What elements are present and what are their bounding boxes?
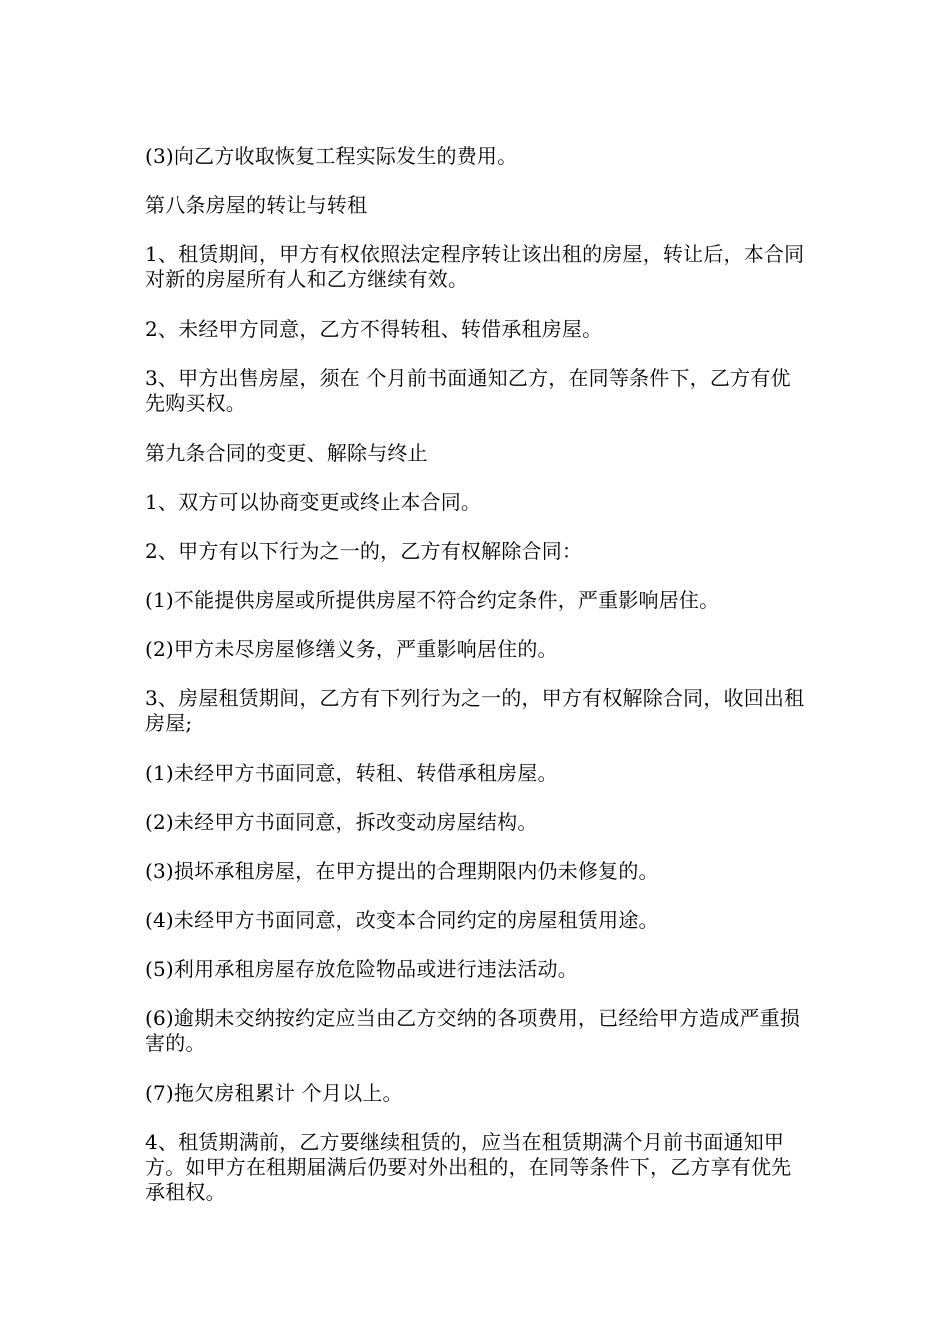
paragraph-clause-7-3: (3)向乙方收取恢复工程实际发生的费用。 xyxy=(145,144,518,168)
paragraph-clause-8-1: 1、租赁期间，甲方有权依照法定程序转让该出租的房屋，转让后，本合同对新的房屋所有人和乙方继续有效。 xyxy=(145,242,805,291)
paragraph-clause-8-2: 2、未经甲方同意，乙方不得转租、转借承租房屋。 xyxy=(145,317,603,341)
paragraph-clause-9-4: 4、租赁期满前，乙方要继续租赁的，应当在租赁期满个月前书面通知甲方。如甲方在租期届满后仍要对外出租的，在同等条件下，乙方享有优先承租权。 xyxy=(145,1130,792,1204)
paragraph-clause-9-3-5: (5)利用承租房屋存放危险物品或进行违法活动。 xyxy=(145,957,578,981)
heading-article-9: 第九条合同的变更、解除与终止 xyxy=(145,441,428,465)
paragraph-clause-9-1: 1、双方可以协商变更或终止本合同。 xyxy=(145,490,482,514)
paragraph-clause-9-3-6: (6)逾期未交纳按约定应当由乙方交纳的各项费用，已经给甲方造成严重损害的。 xyxy=(145,1006,801,1055)
paragraph-clause-9-2-1: (1)不能提供房屋或所提供房屋不符合约定条件，严重影响居住。 xyxy=(145,588,720,612)
paragraph-clause-8-3: 3、甲方出售房屋，须在 个月前书面通知乙方，在同等条件下，乙方有优先购买权。 xyxy=(145,366,791,415)
paragraph-clause-9-3: 3、房屋租赁期间，乙方有下列行为之一的，甲方有权解除合同，收回出租房屋; xyxy=(145,686,805,735)
paragraph-clause-9-3-3: (3)损坏承租房屋，在甲方提出的合理期限内仍未修复的。 xyxy=(145,859,659,883)
paragraph-clause-9-3-7: (7)拖欠房租累计 个月以上。 xyxy=(145,1081,403,1105)
paragraph-clause-9-3-1: (1)未经甲方书面同意，转租、转借承租房屋。 xyxy=(145,761,558,785)
paragraph-clause-9-3-2: (2)未经甲方书面同意，拆改变动房屋结构。 xyxy=(145,810,538,834)
paragraph-clause-9-3-4: (4)未经甲方书面同意，改变本合同约定的房屋租赁用途。 xyxy=(145,908,659,932)
document-body xyxy=(145,144,807,1229)
paragraph-clause-9-2: 2、甲方有以下行为之一的，乙方有权解除合同： xyxy=(145,539,583,563)
heading-article-8: 第八条房屋的转让与转租 xyxy=(145,193,368,217)
paragraph-clause-9-2-2: (2)甲方未尽房屋修缮义务，严重影响居住的。 xyxy=(145,637,558,661)
